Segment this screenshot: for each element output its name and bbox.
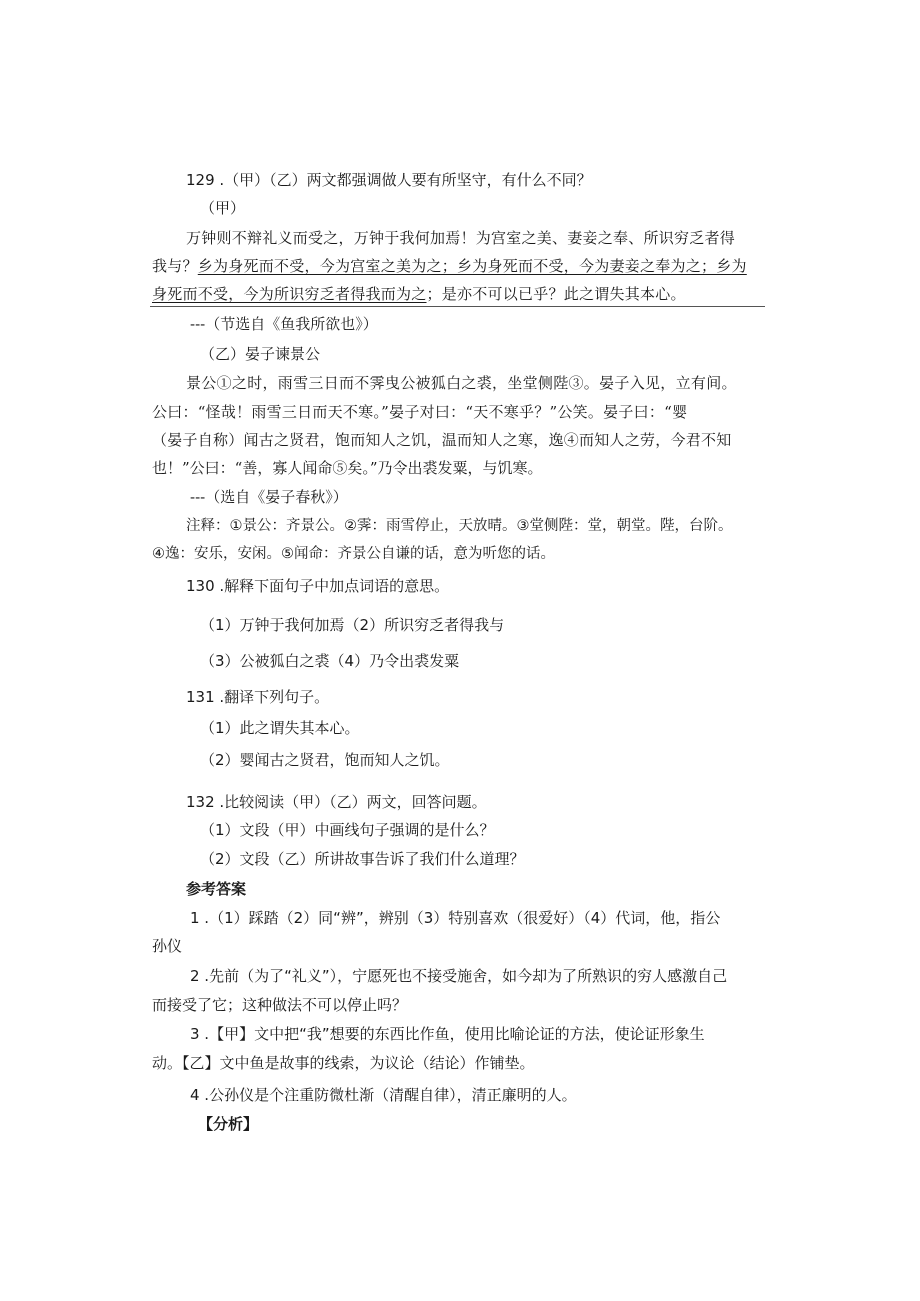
- question-132-item-2: （2）文段（乙）所讲故事告诉了我们什么道理？: [200, 850, 525, 868]
- answers-heading: 参考答案: [186, 880, 247, 898]
- passage-yi-line-1: 景公①之时，雨雪三日而不霁曳公被狐白之裘，坐堂侧陛③。晏子入见，立有间。: [186, 374, 737, 392]
- passage-yi-line-2: 公曰：“怪哉！雨雪三日而天不寒。”晏子对曰：“天不寒乎？”公笑。晏子曰：“婴: [152, 403, 688, 421]
- underlined-sentence: 乡为身死而不受，今为宫室之美为之；乡为身死而不受，今为妻妾之奉为之；乡为: [197, 257, 747, 275]
- answer-3-line-2: 动。【乙】文中鱼是故事的线索，为议论（结论）作铺垫。: [152, 1054, 535, 1072]
- underlined-sentence: 身死而不受，今为所识穷乏者得我而为之: [152, 285, 427, 303]
- analysis-label: 【分析】: [198, 1115, 259, 1133]
- answer-2-line-2: 而接受了它；这种做法不可以停止吗？: [152, 996, 408, 1014]
- question-131-title: 131 .翻译下列句子。: [186, 688, 330, 706]
- passage-jia-text: 我与？: [152, 257, 198, 275]
- passage-jia-line-2: [152, 256, 747, 276]
- passage-yi-line-3: （晏子自称）闻古之贤君，饱而知人之饥，温而知人之寒，逸④而知人之劳，今君不知: [152, 431, 732, 449]
- passage-jia-line-3: [152, 284, 686, 304]
- notes-line-2: ④逸：安乐，安闲。⑤闻命：齐景公自谦的话，意为听您的话。: [152, 546, 555, 562]
- notes-line-1: 注释：①景公：齐景公。②霁：雨雪停止，天放晴。③堂侧陛：堂，朝堂。陛，台阶。: [186, 518, 733, 534]
- passage-jia-source: ---（节选自《鱼我所欲也》）: [190, 315, 378, 333]
- passage-yi-source: ---（选自《晏子春秋》）: [190, 488, 348, 506]
- passage-yi-title: （乙）晏子谏景公: [200, 345, 321, 363]
- passage-jia-text: ；是亦不可以已乎？此之谓失其本心。: [426, 285, 686, 303]
- question-131-item-2: （2）婴闻古之贤君，饱而知人之饥。: [200, 751, 450, 769]
- question-130-items-2: （3）公被狐白之裘（4）乃令出裘发粟: [200, 652, 460, 670]
- question-132-item-1: （1）文段（甲）中画线句子强调的是什么？: [200, 821, 495, 839]
- divider-line: [150, 306, 765, 307]
- answer-1-line-1: 1 .（1）踩踏（2）同“辨”，辨别（3）特别喜欢（很爱好）（4）代词，他，指公: [190, 909, 721, 927]
- answer-2-line-1: 2 .先前（为了“礼义”），宁愿死也不接受施舍，如今却为了所熟识的穷人感激自己: [190, 967, 728, 985]
- question-131-item-1: （1）此之谓失其本心。: [200, 719, 360, 737]
- answer-3-line-1: 3 .【甲】文中把“我”想要的东西比作鱼，使用比喻论证的方法，使论证形象生: [190, 1025, 705, 1043]
- answer-1-line-2: 孙仪: [152, 937, 183, 955]
- question-130-items-1: （1）万钟于我何加焉（2）所识穷乏者得我与: [200, 616, 505, 634]
- passage-yi-line-4: 也！”公曰：“善，寡人闻命⑤矣。”乃令出裘发粟，与饥寒。: [152, 459, 543, 477]
- question-129-title: 129 .（甲）（乙）两文都强调做人要有所坚守，有什么不同？: [186, 171, 592, 189]
- question-130-title: 130 .解释下面句子中加点词语的意思。: [186, 577, 450, 595]
- answer-4-line-1: 4 .公孙仪是个注重防微杜渐（清醒自律），清正廉明的人。: [190, 1086, 577, 1104]
- passage-jia-label: （甲）: [200, 199, 246, 217]
- passage-jia-line-1: 万钟则不辩礼义而受之，万钟于我何加焉！为宫室之美、妻妾之奉、所识穷乏者得: [186, 229, 736, 247]
- question-132-title: 132 .比较阅读（甲）（乙）两文，回答问题。: [186, 793, 487, 811]
